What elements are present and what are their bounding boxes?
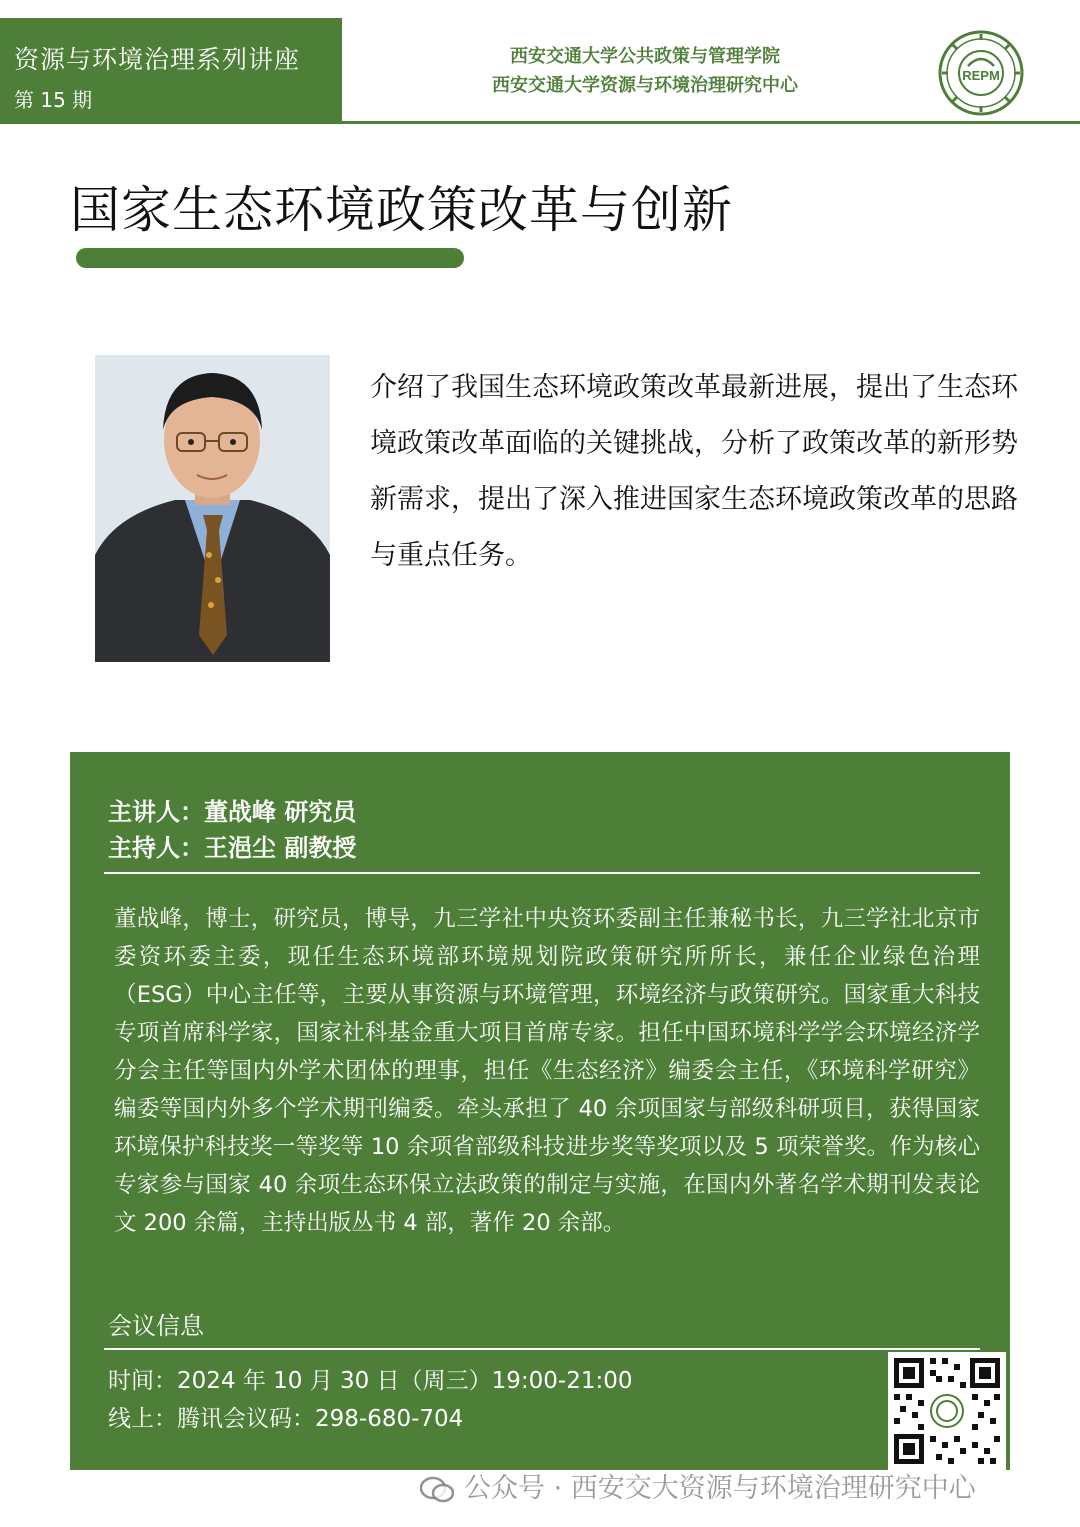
watermark-text: 公众号 · 西安交大资源与环境治理研究中心: [464, 1473, 976, 1504]
meeting-time: 时间：2024 年 10 月 30 日（周三）19:00-21:00: [108, 1368, 633, 1394]
repm-logo: [938, 30, 1024, 116]
series-banner: [0, 18, 342, 124]
logo-text: REPM: [962, 68, 1000, 83]
wechat-watermark: [420, 1466, 976, 1505]
info-panel: [70, 752, 1010, 1470]
qr-code[interactable]: [888, 1352, 1006, 1470]
title-underline-bar: [76, 248, 464, 268]
lecture-abstract: 介绍了我国生态环境政策改革最新进展，提出了生态环境政策改革面临的关键挑战，分析了政策改革的新形势新需求，提出了深入推进国家生态环境政策改革的思路与重点任务。: [370, 372, 1018, 571]
panel-divider: [104, 872, 980, 874]
org-name-school: 西安交通大学公共政策与管理学院: [510, 46, 780, 67]
speaker-name: 主讲人：董战峰 研究员: [108, 798, 357, 826]
header-divider: [342, 121, 1080, 124]
org-name-center: 西安交通大学资源与环境治理研究中心: [492, 75, 798, 96]
speaker-portrait: [95, 355, 330, 662]
series-title: 资源与环境治理系列讲座: [14, 45, 301, 74]
issue-number: 第 15 期: [14, 88, 93, 112]
host-name: 主持人：王浥尘 副教授: [108, 834, 357, 862]
lecture-title: 国家生态环境政策改革与创新: [70, 181, 733, 239]
speaker-bio: 董战峰，博士，研究员，博导，九三学社中央资环委副主任兼秘书长，九三学社北京市委资环委主委，现任生态环境部环境规划院政策研究所所长，兼任企业绿色治理（ESG）中心主任等，主要从事资源与环境管理，环境经济与政策研究。国家重大科技专项首席科学家，国家社科基金重大项目首席专家。担任中国环境科学学会环境经济学分会主任等国内外学术团体的理事，担任《生态经济》编委会主任，《环境科学研究》编委等国内外多个学术期刊编委。牵头承担了 40 余项国家与部级科研项目，获得国家环境保护科技奖一等奖等 10 余项省部级科技进步奖等奖项以及 5 项荣誉奖。作为核心专家参与国家 40 余项生态环保立法政策的制定与实施，在国内外著名学术期刊发表论文 200 余篇，主持出版丛书 4 部，著作 20 余部。: [114, 906, 980, 1236]
meeting-code: 线上：腾讯会议码：298-680-704: [108, 1406, 464, 1432]
meeting-divider: [104, 1348, 980, 1350]
meeting-info-heading: 会议信息: [108, 1312, 204, 1340]
wechat-icon: [420, 1476, 454, 1504]
